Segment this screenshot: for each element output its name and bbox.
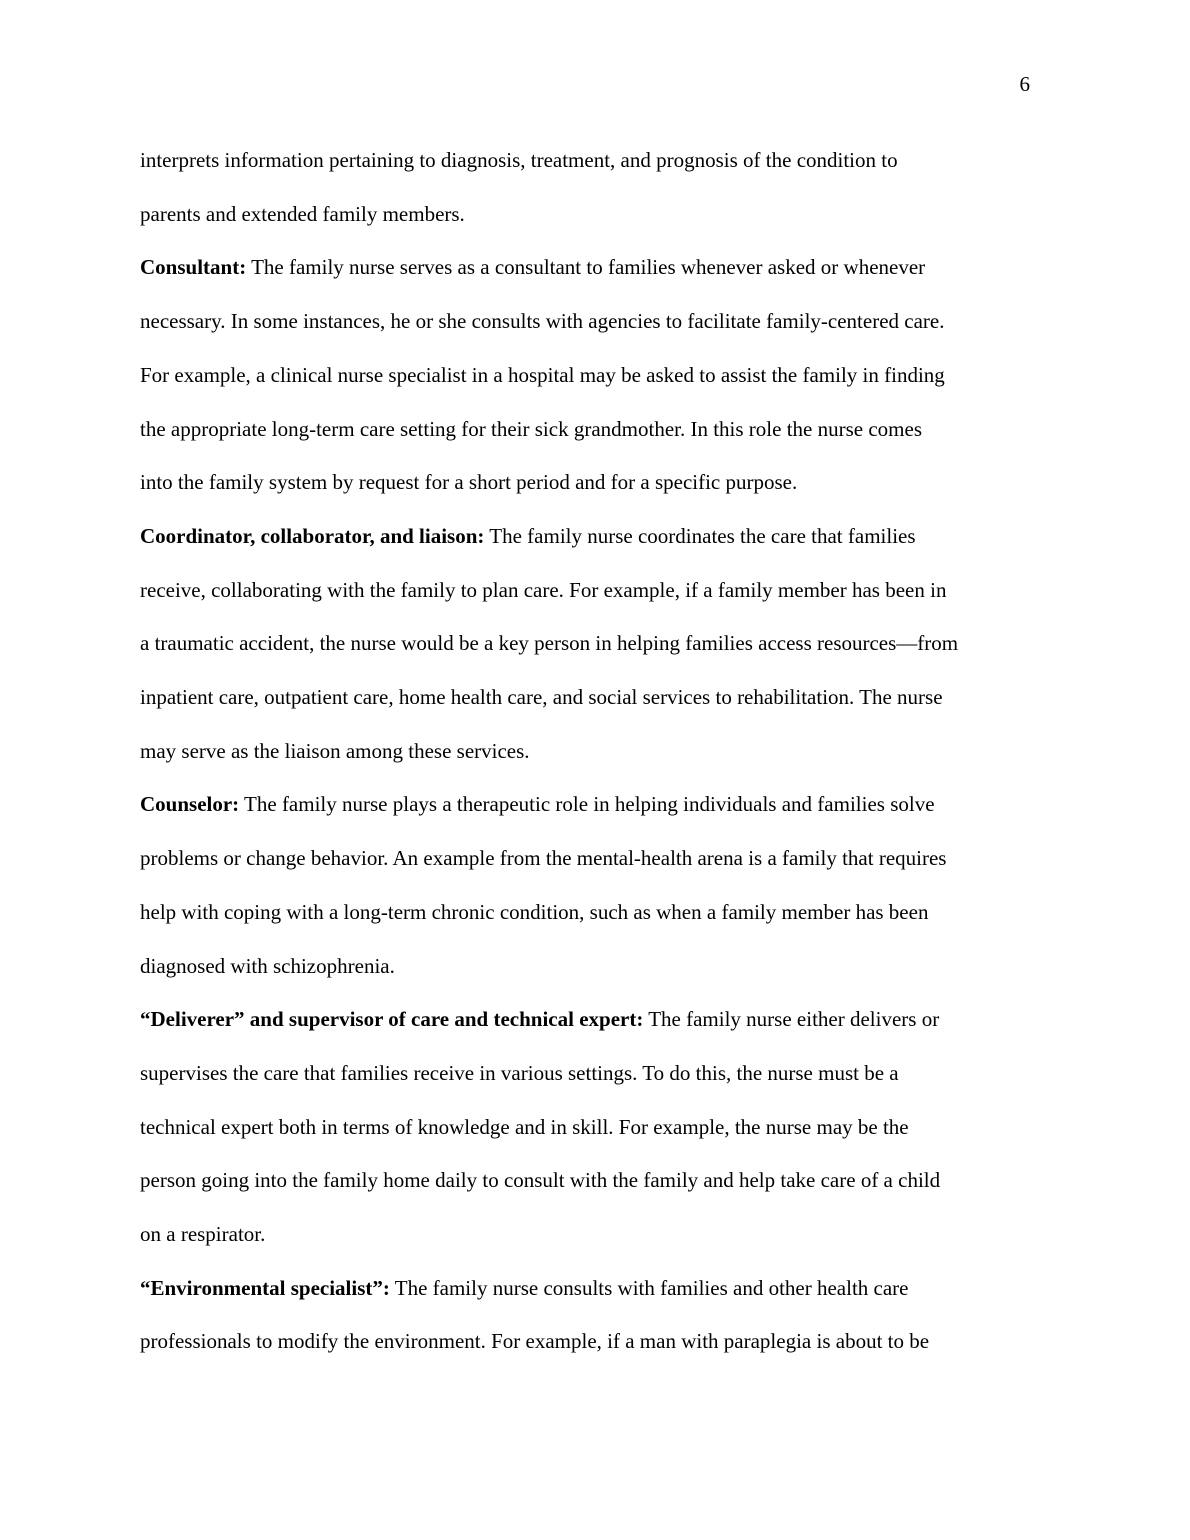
paragraph-coordinator — [140, 510, 1052, 779]
paragraph-deliverer — [140, 993, 1052, 1262]
text-line: problems or change behavior. An example from the mental-health arena is a family that requires — [140, 846, 947, 871]
text-run: The family nurse either delivers or — [643, 1007, 940, 1032]
paragraph-continuation — [140, 134, 1052, 241]
text-line: the appropriate long-term care setting for their sick grandmother. In this role the nurse comes — [140, 416, 922, 441]
role-term: Consultant: — [140, 255, 247, 280]
text-line: help with coping with a long-term chronic condition, such as when a family member has been — [140, 899, 929, 924]
paragraph-consultant — [140, 241, 1052, 510]
text-line: person going into the family home daily to consult with the family and help take care of a child — [140, 1168, 941, 1193]
text-line: supervises the care that families receive in various settings. To do this, the nurse must be a — [140, 1060, 899, 1085]
text-run: The family nurse serves as a consultant to families whenever asked or whenever — [246, 255, 926, 280]
text-line: parents and extended family members. — [140, 201, 465, 226]
role-term: Coordinator, collaborator, and liaison: — [140, 523, 485, 548]
text-line: may serve as the liaison among these services. — [140, 738, 530, 763]
text-run: The family nurse coordinates the care that families — [484, 523, 916, 548]
text-line: into the family system by request for a short period and for a specific purpose. — [140, 470, 798, 495]
text-line — [140, 241, 1052, 295]
text-line — [140, 1262, 1052, 1316]
document-body — [140, 134, 1052, 1369]
text-line: diagnosed with schizophrenia. — [140, 953, 395, 978]
role-term: “Environmental specialist”: — [140, 1275, 390, 1300]
text-line: professionals to modify the environment. For example, if a man with paraplegia is about to be — [140, 1329, 930, 1354]
text-line: on a respirator. — [140, 1222, 266, 1247]
text-run: The family nurse consults with families and other health care — [389, 1275, 909, 1300]
text-line: necessary. In some instances, he or she consults with agencies to facilitate family-centered care. — [140, 309, 945, 334]
text-line: inpatient care, outpatient care, home health care, and social services to rehabilitation. The nurse — [140, 685, 943, 710]
paragraph-counselor — [140, 778, 1052, 993]
text-line: receive, collaborating with the family to plan care. For example, if a family member has been in — [140, 577, 947, 602]
text-line: a traumatic accident, the nurse would be a key person in helping families access resources—from — [140, 631, 959, 656]
text-line — [140, 778, 1052, 832]
text-line: For example, a clinical nurse specialist in a hospital may be asked to assist the family in finding — [140, 362, 945, 387]
text-line: technical expert both in terms of knowledge and in skill. For example, the nurse may be the — [140, 1114, 909, 1139]
role-term: Counselor: — [140, 792, 240, 817]
text-run: The family nurse plays a therapeutic role in helping individuals and families solve — [239, 792, 935, 817]
role-term: “Deliverer” and supervisor of care and technical expert: — [140, 1007, 644, 1032]
paragraph-environmental-specialist — [140, 1262, 1052, 1369]
text-line — [140, 993, 1052, 1047]
text-line — [140, 510, 1052, 564]
page-number: 6 — [1019, 72, 1030, 96]
text-line: interprets information pertaining to diagnosis, treatment, and prognosis of the condition to — [140, 148, 898, 172]
